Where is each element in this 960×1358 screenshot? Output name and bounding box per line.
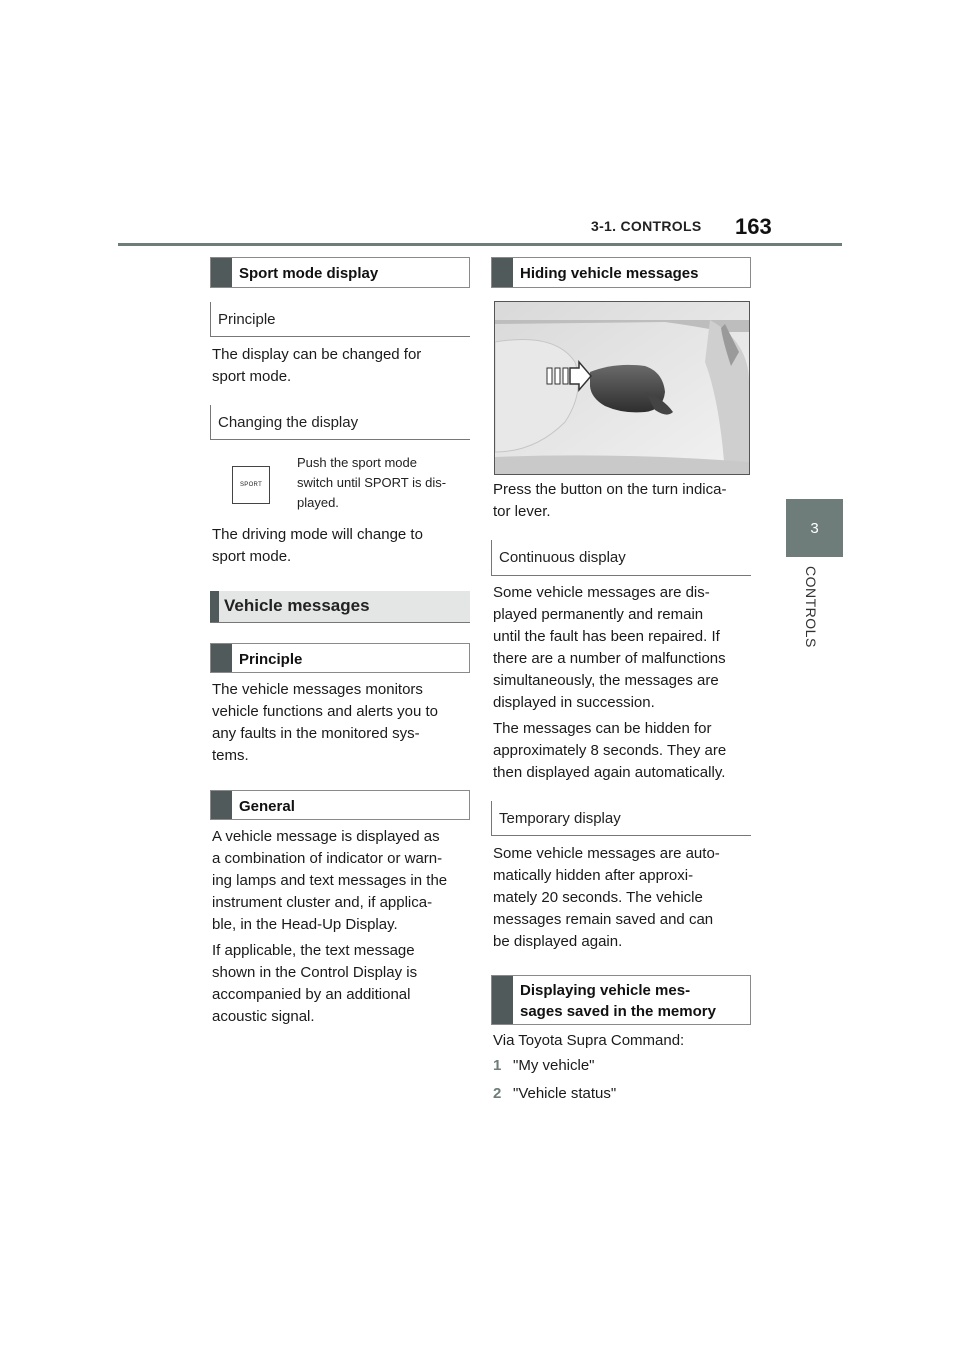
text-line: Press the button on the turn indica- (493, 481, 727, 498)
sport-mode-heading (210, 257, 470, 288)
principle-paragraph (212, 344, 421, 388)
heading-marker (492, 258, 513, 287)
text-line: messages remain saved and can (493, 911, 714, 928)
general-paragraph-2 (212, 940, 417, 1028)
text-line: be displayed again. (493, 933, 623, 950)
temporary-paragraph (493, 843, 720, 953)
text-line: ing lamps and text messages in the (212, 872, 448, 889)
chapter-label: CONTROLS (803, 566, 819, 648)
general-heading (210, 790, 470, 820)
text-line: switch until SPORT is dis- (297, 475, 447, 490)
section-title: 3-1. CONTROLS (591, 218, 702, 234)
header-rule (118, 243, 842, 246)
press-button-paragraph (493, 479, 726, 523)
text-line: Push the sport mode (297, 455, 417, 470)
vm-principle-heading (210, 643, 470, 673)
text-line: tor lever. (493, 503, 551, 520)
memory-messages-heading (491, 975, 751, 1025)
text-line: vehicle functions and alerts you to (212, 703, 438, 720)
step-number: 2 (493, 1085, 502, 1102)
page-number: 163 (735, 214, 772, 239)
text-line: a combination of indicator or warn- (212, 850, 443, 867)
temporary-display-subheading: Temporary display (491, 801, 751, 836)
step-text: "My vehicle" (513, 1057, 595, 1074)
via-command-paragraph: Via Toyota Supra Command: (493, 1032, 685, 1049)
step-item (493, 1083, 616, 1105)
text-line: there are a number of malfunctions (493, 650, 726, 667)
text-line: Some vehicle messages are dis- (493, 584, 710, 601)
text-line: any faults in the monitored sys- (212, 725, 420, 742)
heading-marker (210, 591, 219, 622)
continuous-paragraph-2 (493, 718, 726, 784)
sport-instruction (297, 453, 446, 513)
heading-text (513, 976, 716, 1024)
text-line: The vehicle messages monitors (212, 681, 423, 698)
general-paragraph-1 (212, 826, 447, 936)
heading-text: Vehicle messages (224, 596, 370, 615)
heading-text: Hiding vehicle messages (520, 265, 699, 282)
heading-marker (492, 976, 513, 1024)
heading-marker (211, 258, 232, 287)
heading-line: Displaying vehicle mes- (520, 982, 691, 999)
changing-display-subheading: Changing the display (210, 405, 470, 440)
text-line: A vehicle message is displayed as (212, 828, 440, 845)
text-line: mately 20 seconds. The vehicle (493, 889, 703, 906)
heading-marker (211, 644, 232, 672)
text-line: The messages can be hidden for (493, 720, 712, 737)
text-line: instrument cluster and, if applica- (212, 894, 433, 911)
text-line: played permanently and remain (493, 606, 704, 623)
text-line: approximately 8 seconds. They are (493, 742, 727, 759)
chapter-tab: 3 (786, 499, 843, 557)
vehicle-messages-heading (210, 591, 470, 623)
sport-button-icon: SPORT (232, 466, 270, 504)
text-line: matically hidden after approxi- (493, 867, 694, 884)
heading-line: sages saved in the memory (520, 1003, 716, 1020)
text-line: sport mode. (212, 548, 292, 565)
step-item (493, 1055, 595, 1077)
step-number: 1 (493, 1057, 502, 1074)
step-text: "Vehicle status" (513, 1085, 617, 1102)
text-line: The display can be changed for (212, 346, 422, 363)
heading-text: Sport mode display (239, 265, 379, 282)
text-line: displayed in succession. (493, 694, 655, 711)
text-line: played. (297, 495, 339, 510)
text-line: If applicable, the text message (212, 942, 415, 959)
continuous-paragraph-1 (493, 582, 726, 714)
vm-principle-paragraph (212, 679, 438, 767)
text-line: shown in the Control Display is (212, 964, 418, 981)
heading-text: General (239, 798, 295, 815)
chapter-label-wrapper (775, 566, 855, 656)
text-line: acoustic signal. (212, 1008, 315, 1025)
hiding-messages-heading (491, 257, 751, 288)
text-line: The driving mode will change to (212, 526, 423, 543)
text-line: accompanied by an additional (212, 986, 411, 1003)
lever-illustration-icon (495, 302, 749, 474)
continuous-display-subheading: Continuous display (491, 540, 751, 576)
text-line: tems. (212, 747, 249, 764)
text-line: ble, in the Head-Up Display. (212, 916, 398, 933)
text-line: simultaneously, the messages are (493, 672, 719, 689)
text-line: Some vehicle messages are auto- (493, 845, 720, 862)
text-line: then displayed again automatically. (493, 764, 726, 781)
principle-subheading: Principle (210, 302, 470, 337)
heading-marker (211, 791, 232, 819)
turn-indicator-lever-illustration (494, 301, 750, 475)
text-line: until the fault has been repaired. If (493, 628, 720, 645)
driving-mode-paragraph (212, 524, 423, 568)
heading-text: Principle (239, 651, 303, 668)
text-line: sport mode. (212, 368, 292, 385)
